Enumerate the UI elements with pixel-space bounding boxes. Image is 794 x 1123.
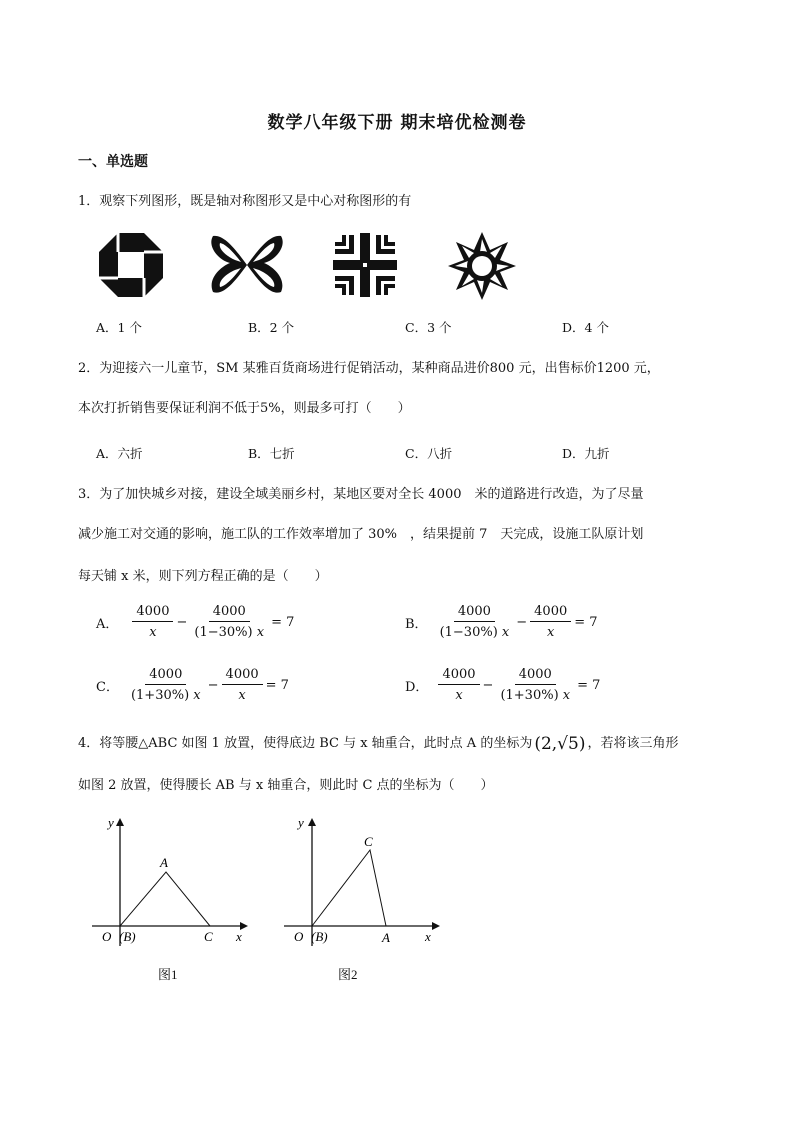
x-axis-label: x — [236, 929, 242, 944]
point-a-label: A — [160, 855, 168, 870]
fraction: $\frac{4000}{(1-30\%) x}$ — [439, 604, 510, 640]
option-label: D． — [405, 679, 429, 695]
question-4-line-2: 如图 2 放置，使得腰长 AB 与 x 轴重合，则此时 C 点的坐标为（ ） — [78, 778, 494, 793]
point-c-label: C — [364, 834, 373, 849]
origin-label: O — [102, 929, 112, 944]
q2-option-b: B．七折 — [248, 446, 295, 461]
q1-option-d: D．4 个 — [562, 320, 609, 335]
question-2-line-2: 本次打折销售要保证利润不低于5%，则最多可打（ ） — [78, 401, 411, 416]
figure-1-caption: 图1 — [158, 967, 178, 982]
question-1-text: 1．观察下列图形，既是轴对称图形又是中心对称图形的有 — [78, 194, 412, 209]
option-label: B． — [405, 616, 428, 632]
question-3-line-1: 3．为了加快城乡对接，建设全域美丽乡村，某地区要对全长 4000 米的道路进行改造，为了尽量 — [78, 487, 644, 502]
section-heading: 一、单选题 — [78, 154, 148, 170]
q3-option-a: A． $\frac{4000}{x}$ − $\frac{4000}{(1-30\%) x}$ = 7 — [96, 604, 295, 640]
coordinate: (2,√5) — [534, 734, 586, 754]
figure-2-caption: 图2 — [338, 967, 358, 982]
q3-option-b: B． $\frac{4000}{(1-30\%) x}$ − $\frac{4000}{x}$ = 7 — [405, 604, 598, 640]
q2-option-a: A．六折 — [96, 446, 143, 461]
q3-option-d: D． $\frac{4000}{x}$ − $\frac{4000}{(1+30\%) x}$ = 7 — [405, 667, 601, 703]
question-4-line-1: 4．将等腰△ABC 如图 1 放置，使得底边 BC 与 x 轴重合，此时点 A 的坐标为 (2,√5) ，若将该三角形 — [78, 734, 679, 754]
figure-1 — [90, 812, 250, 952]
butterfly-knot-icon — [208, 230, 286, 300]
point-b-label: (B) — [119, 929, 136, 944]
octagram-flower-icon — [446, 230, 518, 302]
point-b-label: (B) — [311, 929, 328, 944]
fraction: $\frac{4000}{(1-30\%) x}$ — [194, 604, 265, 640]
point-a-label: A — [382, 930, 390, 945]
origin-label: O — [294, 929, 304, 944]
fraction: $\frac{4000}{(1+30\%) x}$ — [130, 667, 201, 703]
x-axis-label: x — [425, 929, 431, 944]
option-label: A． — [96, 616, 119, 632]
y-axis-label: y — [108, 815, 114, 830]
y-axis-label: y — [298, 815, 304, 830]
q1-option-b: B．2 个 — [248, 320, 295, 335]
q1-option-c: C．3 个 — [405, 320, 452, 335]
figure-2 — [282, 812, 442, 952]
question-3-line-2: 减少施工对交通的影响，施工队的工作效率增加了 30% ，结果提前 7 天完成，设施工队原计划 — [78, 527, 644, 542]
q3-option-c: C． $\frac{4000}{(1+30\%) x}$ − $\frac{4000}{x}$ = 7 — [96, 667, 289, 703]
fraction: $\frac{4000}{x}$ — [222, 666, 263, 704]
fraction: $\frac{4000}{x}$ — [132, 603, 173, 641]
question-2-line-1: 2．为迎接六一儿童节，SM 某雅百货商场进行促销活动，某种商品进价800 元，出售标价1200 元， — [78, 361, 660, 376]
q1-option-a: A．1 个 — [96, 320, 142, 335]
square-pinwheel-icon — [96, 230, 166, 300]
cross-bracket-icon — [330, 230, 400, 300]
fraction: $\frac{4000}{x}$ — [530, 603, 571, 641]
q2-option-c: C．八折 — [405, 446, 453, 461]
option-label: C． — [96, 679, 119, 695]
q2-option-d: D．九折 — [562, 446, 610, 461]
fraction: $\frac{4000}{(1+30\%) x}$ — [500, 667, 571, 703]
page-title: 数学八年级下册 期末培优检测卷 — [267, 113, 527, 133]
fraction: $\frac{4000}{x}$ — [438, 666, 479, 704]
question-3-line-3: 每天铺 x 米，则下列方程正确的是（ ） — [78, 569, 328, 584]
point-c-label: C — [204, 929, 213, 944]
